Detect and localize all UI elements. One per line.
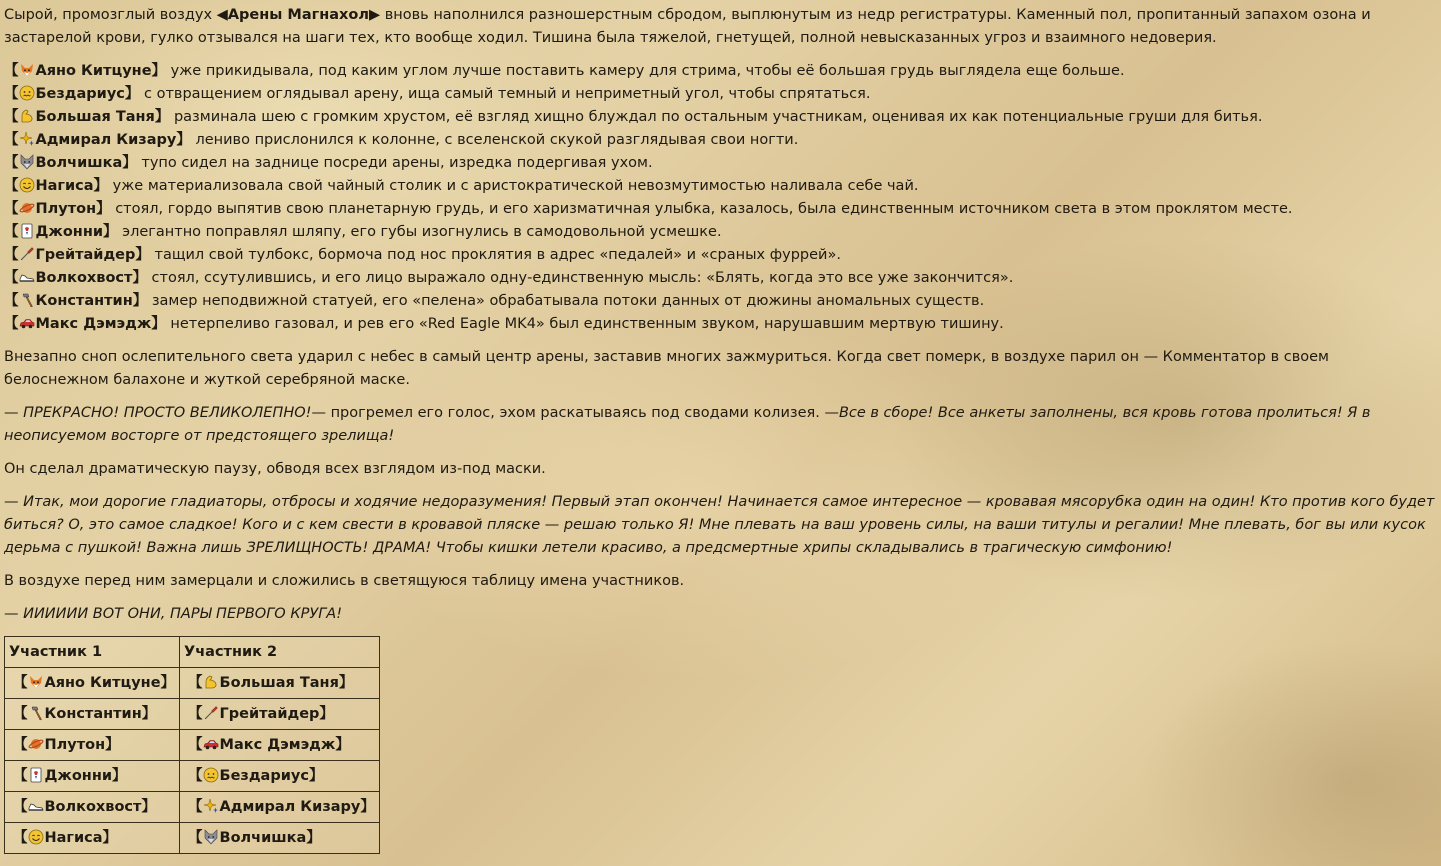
bracket-close: 】 — [319, 705, 334, 722]
bracket-close: 】 — [335, 736, 350, 753]
roster-description: уже прикидывала, под каким углом лучше поставить камеру для стрима, чтобы её большая грудь выглядела еще больше. — [166, 63, 1125, 79]
participant-name: Джонни — [35, 224, 104, 240]
roster-description: замер неподвижной статуей, его «пелена» обрабатывала потоки данных от дюжины аномальных существ. — [147, 293, 985, 309]
bracket-open: 【 — [4, 63, 19, 79]
bracket-close: 】 — [360, 798, 375, 815]
bracket-open: 【 — [4, 155, 19, 171]
bracket-open: 【 — [188, 767, 203, 784]
participant-name: Адмирал Кизару — [219, 798, 361, 815]
participant-tag — [4, 132, 191, 148]
nervous-face-icon — [203, 767, 219, 783]
bracket-open: 【 — [188, 736, 203, 753]
bracket-close: 】 — [96, 201, 111, 217]
roster-description: лениво прислонился к колонне, с вселенской скукой разглядывая свои ногти. — [190, 132, 799, 148]
table-cell — [5, 699, 180, 730]
hammer-icon — [28, 705, 44, 721]
roster-line — [4, 175, 1437, 198]
participant-tag — [13, 706, 156, 722]
participant-name: Большая Таня — [35, 109, 155, 125]
participant-tag — [4, 178, 108, 194]
roster-line — [4, 313, 1437, 336]
participant-tag — [4, 155, 137, 171]
narration-paragraph: Внезапно сноп ослепительного света ударил с небес в самый центр арены, заставив многих зажмуриться. Когда свет померк, в воздухе парил он — Комментатор в своем белоснежном балахоне и жуткой серебряной маске. — [4, 349, 1329, 388]
bracket-open: 【 — [188, 674, 203, 691]
intro-prefix: Сырой, промозглый воздух — [4, 7, 217, 23]
bracket-close: 】 — [132, 270, 147, 286]
participant-tag — [188, 799, 375, 815]
participant-tag — [188, 675, 353, 691]
participant-name: Грейтайдер — [35, 247, 136, 263]
pairs-table — [4, 636, 380, 854]
arena-name: ◀Арены Магнахол▶ — [216, 7, 381, 23]
roster-description: уже материализовала свой чайный столик и с аристократической невозмутимостью наливала себе чай. — [108, 178, 919, 194]
planet-icon — [28, 736, 44, 752]
table-row — [5, 792, 380, 823]
column-header: Участник 2 — [180, 637, 380, 668]
table-header-row — [5, 637, 380, 668]
table-row — [5, 730, 380, 761]
participant-tag — [188, 737, 350, 753]
participant-tag — [188, 768, 323, 784]
bracket-open: 【 — [188, 829, 203, 846]
bracket-close: 】 — [132, 293, 148, 309]
bracket-close: 】 — [151, 316, 166, 332]
bracket-open: 【 — [4, 109, 19, 125]
roster-line — [4, 290, 1437, 313]
roster-description: нетерпеливо газовал, и рев его «Red Eagle MK4» был единственным звуком, нарушавшим мертвую тишину. — [165, 316, 1004, 332]
table-cell — [180, 668, 380, 699]
roster-description: стоял, гордо выпятив свою планетарную грудь, и его харизматичная улыбка, казалось, была единственным источником света в этом проклятом месте. — [110, 201, 1293, 217]
bracket-open: 【 — [188, 705, 203, 722]
table-cell — [5, 761, 180, 792]
bracket-open: 【 — [4, 201, 19, 217]
participant-name: Большая Таня — [219, 674, 339, 691]
participant-name: Волчишка — [219, 829, 307, 846]
wolf-icon — [203, 829, 219, 845]
intro-paragraph — [4, 4, 1437, 50]
column-header: Участник 1 — [5, 637, 180, 668]
roster-description: разминала шею с громким хрустом, её взгляд хищно блуждал по остальным участникам, оценивая их как потенциальные груши для битья. — [169, 109, 1263, 125]
participant-name: Нагиса — [35, 178, 94, 194]
bracket-close: 】 — [124, 86, 140, 102]
roster-description: элегантно поправлял шляпу, его губы изогнулись в самодовольной усмешке. — [117, 224, 722, 240]
narration-paragraph: В воздухе перед ним замерцали и сложились в светящуюся таблицу имена участников. — [4, 573, 685, 589]
participant-tag — [4, 109, 169, 125]
table-cell — [180, 730, 380, 761]
roster-line — [4, 152, 1437, 175]
narration-paragraph: Он сделал драматическую паузу, обводя всех взглядом из-под маски. — [4, 461, 546, 477]
participant-tag — [4, 316, 166, 332]
commentator-announcement: — ИИИИИИ ВОТ ОНИ, ПАРЫ ПЕРВОГО КРУГА! — [4, 606, 343, 622]
bracket-close: 】 — [122, 155, 137, 171]
roster-description: стоял, ссутулившись, и его лицо выражало одну-единственную мысль: «Блять, когда это все уже закончится». — [146, 270, 1014, 286]
participant-name: Константин — [35, 293, 133, 309]
sneaker-icon — [28, 798, 44, 814]
table-row — [5, 668, 380, 699]
bracket-open: 【 — [4, 316, 19, 332]
roster-line — [4, 221, 1437, 244]
bracket-close: 】 — [103, 224, 118, 240]
bracket-close: 】 — [93, 178, 109, 194]
roster-line — [4, 267, 1437, 290]
participant-tag — [13, 768, 127, 784]
table-cell — [5, 792, 180, 823]
roster-line — [4, 106, 1437, 129]
sneaker-icon — [19, 269, 35, 285]
participant-tag — [13, 675, 175, 691]
participant-tag — [13, 737, 120, 753]
table-cell — [5, 823, 180, 854]
bracket-open: 【 — [13, 798, 28, 815]
bracket-close: 】 — [151, 63, 167, 79]
table-cell — [180, 761, 380, 792]
participant-name: Макс Дэмэдж — [219, 736, 336, 753]
joker-card-icon — [19, 223, 35, 239]
participant-tag — [4, 86, 139, 102]
bracket-close: 】 — [141, 705, 157, 722]
roster-description: с отвращением оглядывал арену, ища самый темный и неприметный угол, чтобы спрятаться. — [139, 86, 871, 102]
table-row — [5, 823, 380, 854]
roster-description: тащил свой тулбокс, бормоча под нос проклятия в адрес «педалей» и «сраных фуррей». — [149, 247, 841, 263]
intro-suffix: вновь наполнился разношерстным сбродом, выплюнутым из недр регистратуры. Каменный пол, пропитанный запахом озона и застарелой крови, гулко отзывался на шаги тех, кто вообще ходил. Тишина была тяжелой, гнетущей, полной невысказанных угроз и взаимного недоверия. — [4, 7, 1371, 46]
speech-exclamation: — ПРЕКРАСНО! ПРОСТО ВЕЛИКОЛЕПНО! — [4, 405, 312, 421]
sparkle-icon — [203, 798, 219, 814]
table-cell — [5, 668, 180, 699]
participant-name: Константин — [44, 705, 142, 722]
red-car-icon — [19, 315, 35, 331]
roster-line — [4, 83, 1437, 106]
bracket-close: 】 — [306, 829, 321, 846]
participant-tag — [188, 706, 334, 722]
bracket-open: 【 — [13, 705, 28, 722]
bracket-close: 】 — [154, 109, 170, 125]
smiling-face-icon — [19, 177, 35, 193]
fox-icon — [19, 62, 35, 78]
roster-line — [4, 60, 1437, 83]
bracket-close: 】 — [135, 247, 150, 263]
screwdriver-icon — [203, 705, 219, 721]
participant-tag — [4, 247, 150, 263]
participant-name: Волчишка — [35, 155, 123, 171]
participant-tag — [4, 270, 147, 286]
commentator-speech: — Итак, мои дорогие гладиаторы, отбросы и ходячие недоразумения! Первый этап окончен! Начинается самое интересное — кровавая мясорубка один на один! Кто против кого будет биться? О, это самое сладкое! Кого и с кем свести в кровавой пляске — решаю только Я! Мне плевать на ваш уровень силы, на ваши титулы и регалии! Мне плевать, бог вы или кусок дерьма с пушкой! Важна лишь ЗРЕЛИЩНОСТЬ! ДРАМА! Чтобы кишки летели красиво, а предсмертные хрипы складывались в трагическую симфонию! — [4, 494, 1435, 556]
participant-name: Нагиса — [44, 829, 103, 846]
bracket-open: 【 — [13, 674, 28, 691]
participant-name: Джонни — [44, 767, 113, 784]
joker-card-icon — [28, 767, 44, 783]
participant-roster — [4, 60, 1437, 336]
bracket-open: 【 — [13, 829, 28, 846]
table-cell — [180, 792, 380, 823]
roster-line — [4, 198, 1437, 221]
participant-name: Бездариус — [35, 86, 125, 102]
participant-name: Аяно Китцуне — [35, 63, 152, 79]
bracket-close: 】 — [176, 132, 191, 148]
table-row — [5, 699, 380, 730]
fox-icon — [28, 674, 44, 690]
table-cell — [180, 823, 380, 854]
flexed-bicep-icon — [19, 108, 35, 124]
roster-line — [4, 129, 1437, 152]
nervous-face-icon — [19, 85, 35, 101]
sparkle-icon — [19, 131, 35, 147]
bracket-close: 】 — [105, 736, 120, 753]
bracket-open: 【 — [13, 767, 28, 784]
table-cell — [180, 699, 380, 730]
bracket-open: 【 — [4, 86, 19, 102]
speech-continuation: Все в сборе! Все анкеты заполнены, вся кровь готова пролиться! Я в неописуемом восторге от предстоящего зрелища! — [4, 405, 1371, 444]
roster-description: тупо сидел на заднице посреди арены, изредка подергивая ухом. — [136, 155, 653, 171]
speech-attribution: — прогремел его голос, эхом раскатываясь под сводами колизея. — — [311, 405, 839, 421]
commentator-speech — [4, 402, 1437, 448]
flexed-bicep-icon — [203, 674, 219, 690]
pairs-table-body — [5, 668, 380, 854]
participant-name: Волкохвост — [35, 270, 133, 286]
table-row — [5, 761, 380, 792]
table-cell — [5, 730, 180, 761]
bracket-close: 】 — [338, 674, 354, 691]
bracket-open: 【 — [4, 293, 19, 309]
screwdriver-icon — [19, 246, 35, 262]
participant-name: Бездариус — [219, 767, 309, 784]
participant-tag — [188, 830, 321, 846]
participant-tag — [13, 830, 117, 846]
bracket-close: 】 — [112, 767, 127, 784]
planet-icon — [19, 200, 35, 216]
participant-name: Аяно Китцуне — [44, 674, 161, 691]
bracket-open: 【 — [4, 270, 19, 286]
smiling-face-icon — [28, 829, 44, 845]
bracket-open: 【 — [4, 132, 19, 148]
participant-name: Волкохвост — [44, 798, 142, 815]
participant-name: Адмирал Кизару — [35, 132, 177, 148]
participant-tag — [4, 201, 111, 217]
participant-name: Грейтайдер — [219, 705, 320, 722]
bracket-close: 】 — [308, 767, 324, 784]
participant-name: Макс Дэмэдж — [35, 316, 152, 332]
bracket-open: 【 — [4, 247, 19, 263]
participant-tag — [4, 293, 147, 309]
story-page — [4, 4, 1437, 854]
participant-tag — [4, 224, 118, 240]
hammer-icon — [19, 292, 35, 308]
bracket-open: 【 — [4, 178, 19, 194]
bracket-open: 【 — [4, 224, 19, 240]
roster-line — [4, 244, 1437, 267]
bracket-close: 】 — [141, 798, 156, 815]
wolf-icon — [19, 154, 35, 170]
bracket-close: 】 — [160, 674, 176, 691]
red-car-icon — [203, 736, 219, 752]
bracket-close: 】 — [102, 829, 118, 846]
participant-tag — [13, 799, 156, 815]
participant-name: Плутон — [35, 201, 97, 217]
bracket-open: 【 — [13, 736, 28, 753]
bracket-open: 【 — [188, 798, 203, 815]
participant-name: Плутон — [44, 736, 106, 753]
participant-tag — [4, 63, 166, 79]
